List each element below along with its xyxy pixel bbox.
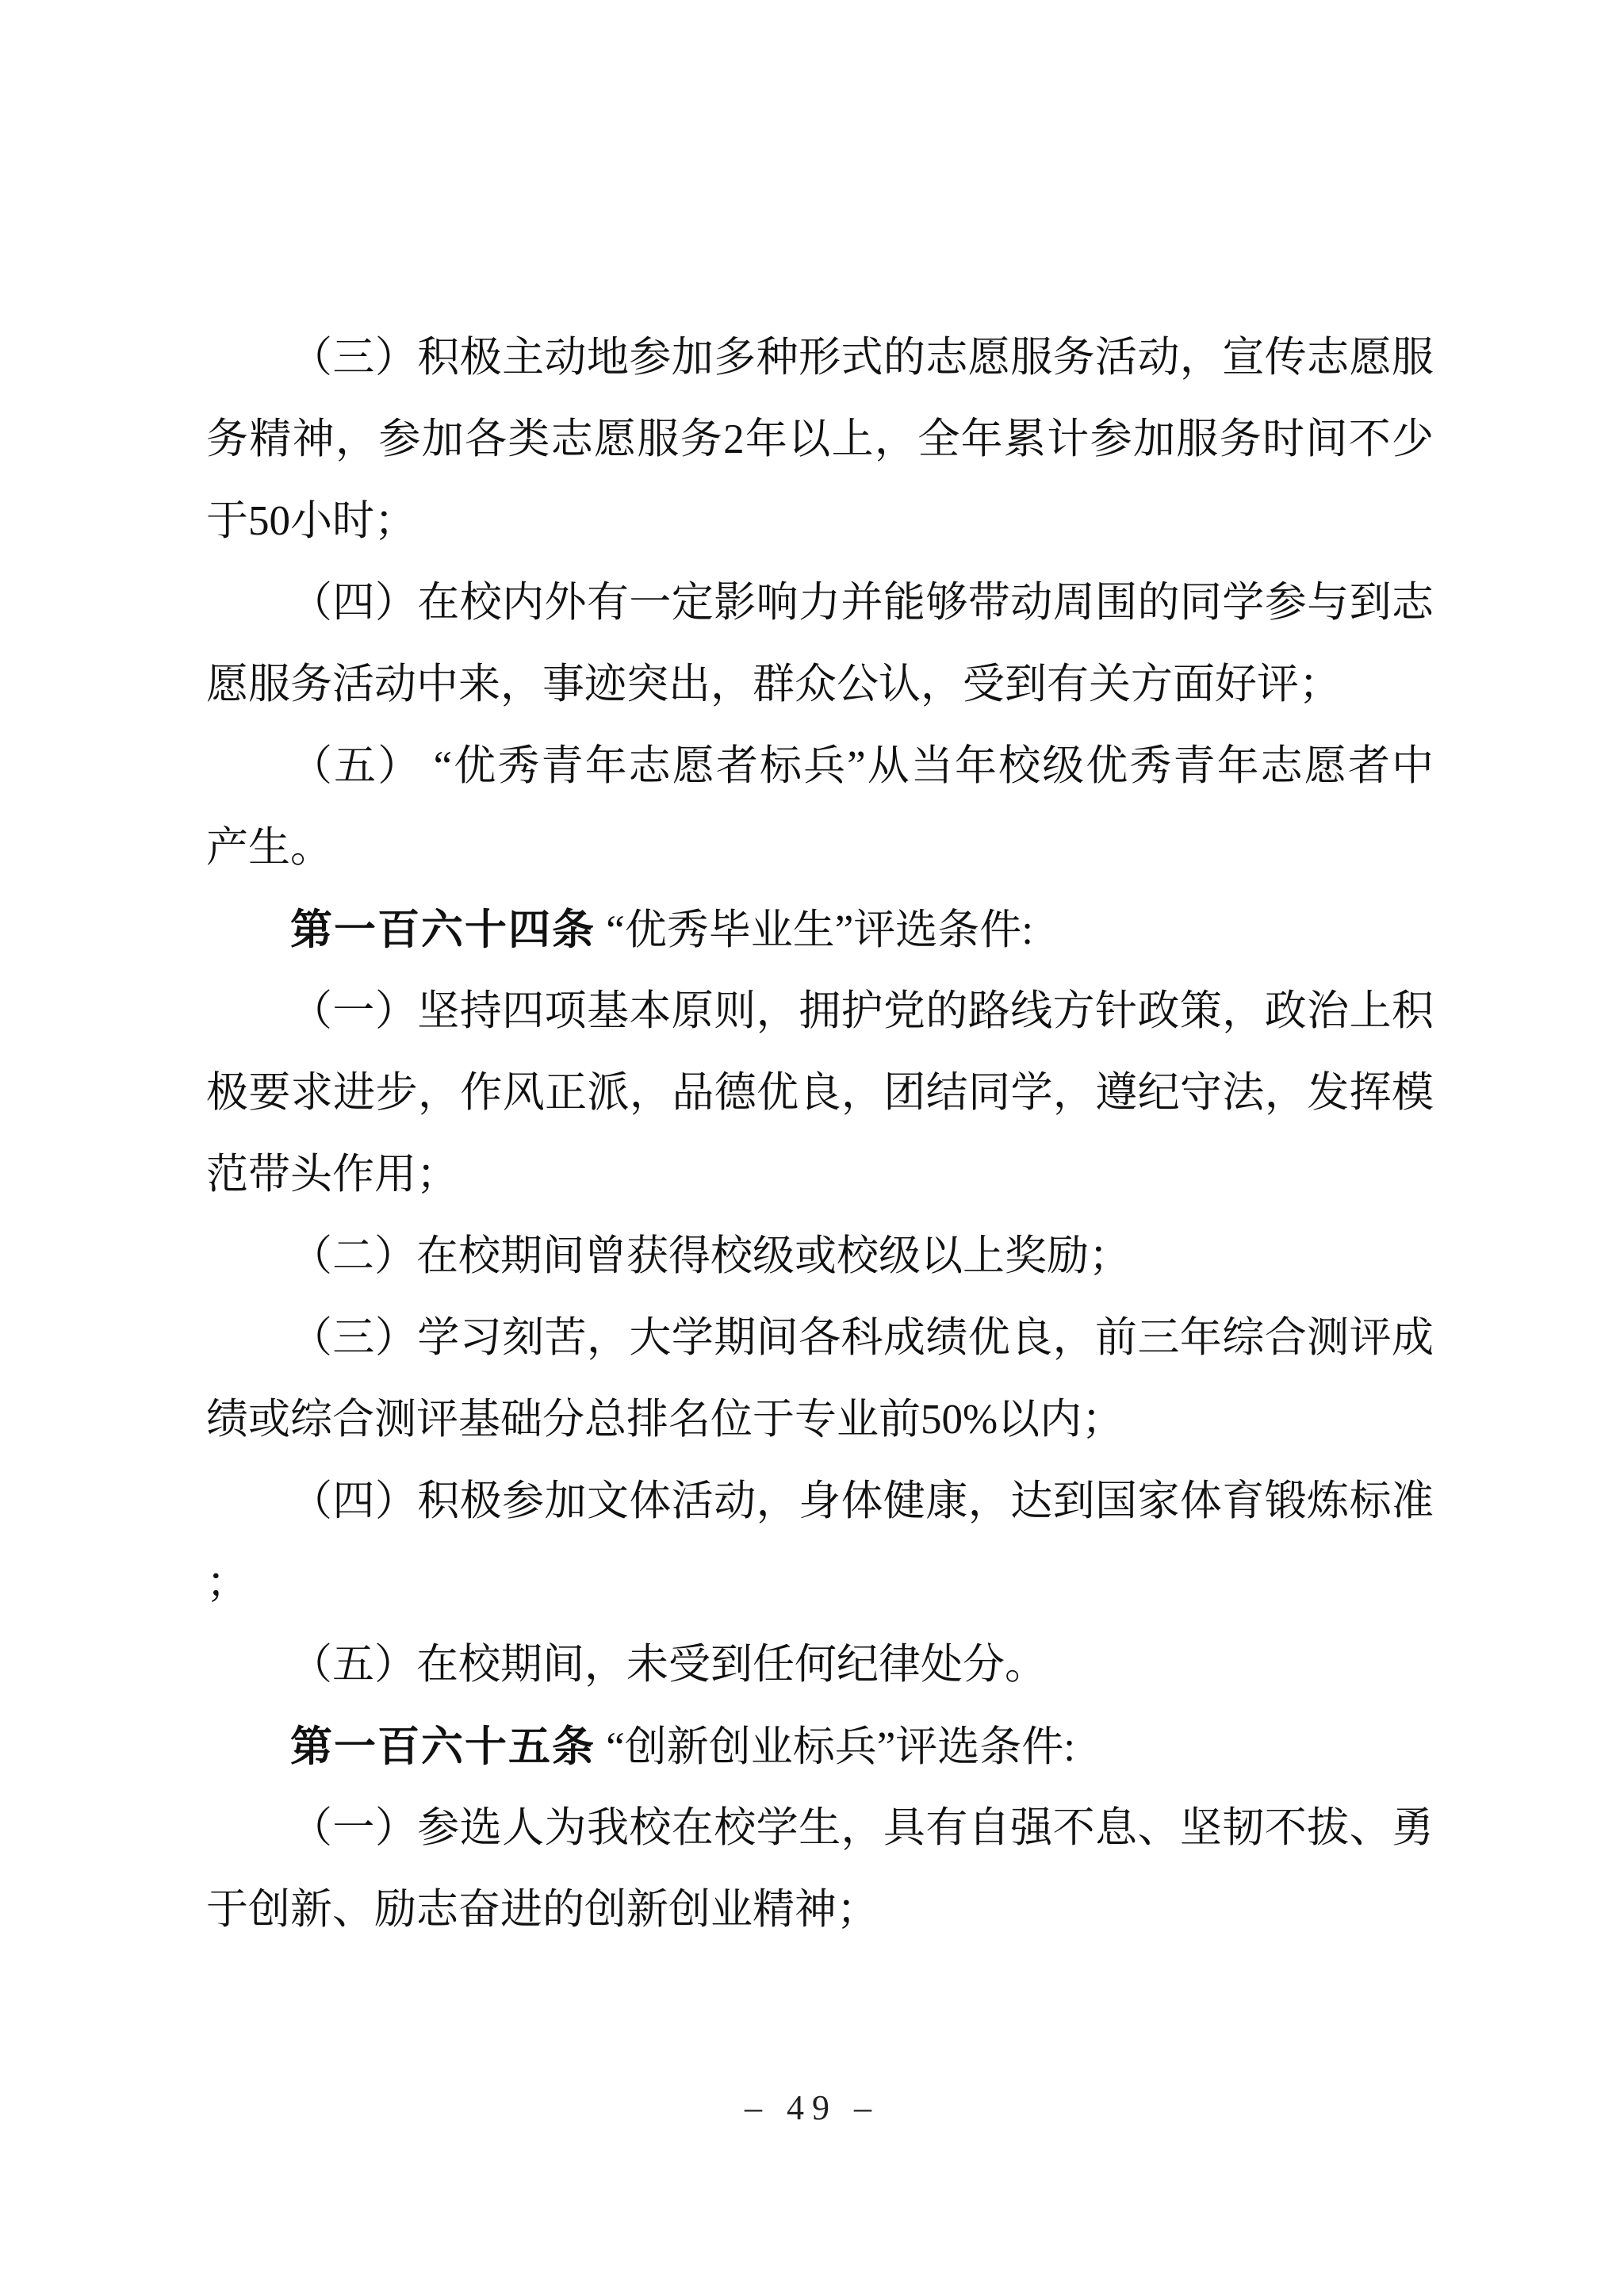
text-line [206, 1788, 1434, 1869]
text-line [206, 562, 1434, 644]
document-body [206, 317, 1434, 1951]
text-line [206, 1706, 1434, 1788]
text-line [206, 644, 1434, 726]
text-run: 产生。 [206, 825, 332, 871]
text-line [206, 1134, 1434, 1216]
text-run: 于创新、励志奋进的创新创业精神； [206, 1887, 879, 1933]
text-line [206, 317, 1434, 399]
text-run: （五） “优秀青年志愿者标兵”从当年校级优秀青年志愿者中 [290, 743, 1434, 789]
text-line [206, 1297, 1434, 1379]
text-run: 极要求进步，作风正派，品德优良，团结同学，遵纪守法，发挥模 [206, 1070, 1434, 1116]
text-run: （三）积极主动地参加多种形式的志愿服务活动，宣传志愿服 [290, 335, 1434, 381]
text-run: ； [206, 1560, 248, 1606]
article-number-bold: 第一百六十五条 [290, 1723, 596, 1770]
text-line [206, 1216, 1434, 1297]
text-line [206, 399, 1434, 481]
text-line [206, 807, 1434, 889]
text-line [206, 971, 1434, 1052]
text-run: 愿服务活动中来，事迹突出，群众公认，受到有关方面好评； [206, 661, 1341, 707]
text-run: 于50小时； [206, 498, 416, 544]
text-run: 范带头作用； [206, 1152, 458, 1198]
text-run: “创新创业标兵”评选条件: [596, 1724, 1076, 1770]
text-line [206, 1624, 1434, 1706]
text-line [206, 481, 1434, 562]
text-run: （四）在校内外有一定影响力并能够带动周围的同学参与到志 [290, 580, 1434, 626]
text-line [206, 726, 1434, 807]
text-run: （四）积极参加文体活动，身体健康，达到国家体育锻炼标准 [290, 1478, 1434, 1524]
article-number-bold: 第一百六十四条 [290, 907, 596, 953]
text-run: “优秀毕业生”评选条件: [596, 907, 1034, 953]
text-run: （三）学习刻苦，大学期间各科成绩优良，前三年综合测评成 [290, 1315, 1434, 1361]
text-line [206, 1379, 1434, 1461]
text-line [206, 1461, 1434, 1543]
text-run: （五）在校期间，未受到任何纪律处分。 [290, 1642, 1047, 1688]
text-run: （一）坚持四项基本原则，拥护党的路线方针政策，政治上积 [290, 988, 1434, 1034]
text-run: （二）在校期间曾获得校级或校级以上奖励； [290, 1233, 1131, 1279]
text-line [206, 889, 1434, 971]
text-line [206, 1869, 1434, 1951]
page-number: – 49 – [745, 2088, 879, 2127]
text-run: （一）参选人为我校在校学生，具有自强不息、坚韧不拔、勇 [290, 1805, 1434, 1851]
text-run: 务精神，参加各类志愿服务2年以上，全年累计参加服务时间不少 [206, 416, 1434, 462]
text-run: 绩或综合测评基础分总排名位于专业前50%以内； [206, 1397, 1124, 1443]
text-line [206, 1052, 1434, 1134]
text-line [206, 1543, 1434, 1624]
